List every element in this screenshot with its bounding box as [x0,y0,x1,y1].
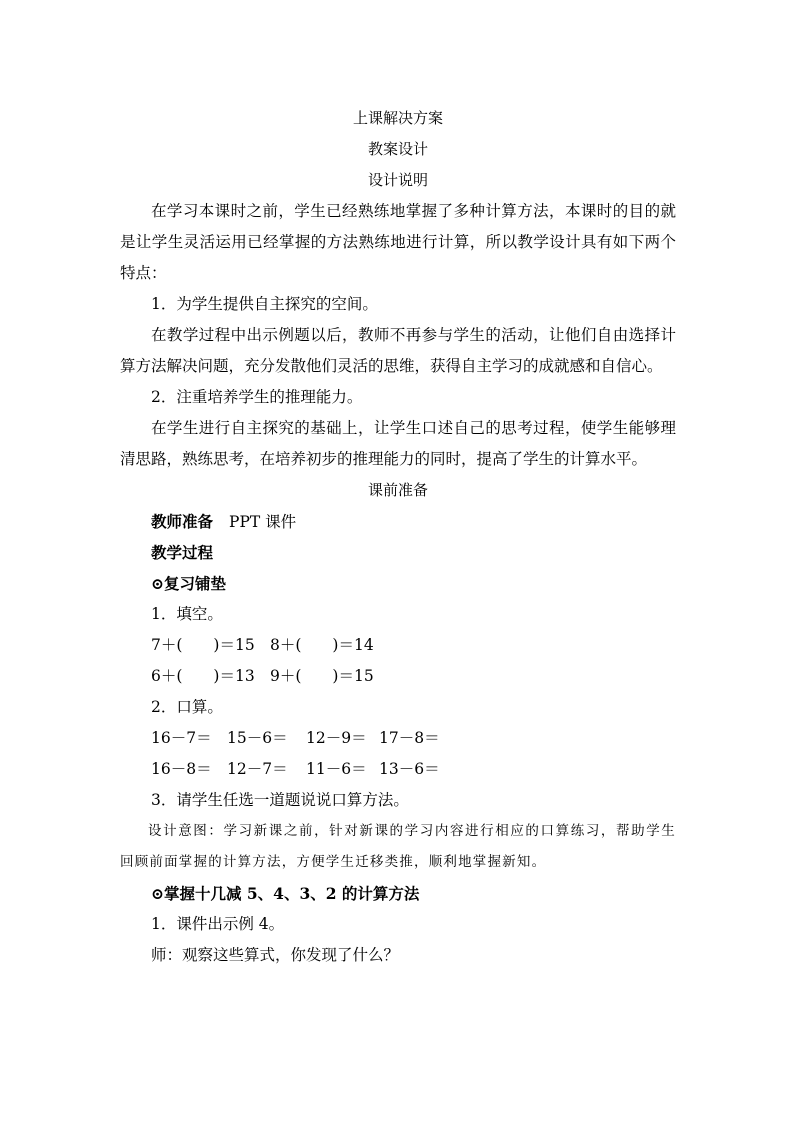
oral-expression: 16－7＝ [151,729,212,747]
teacher-question: 师：观察这些算式，你发现了什么？ [151,946,400,964]
point1-title: 1．为学生提供自主探究的空间。 [151,295,378,313]
fill-equation: 6＋( )＝13 [151,667,255,685]
oral-expression: 12－9＝ [306,729,367,747]
point2-title: 2．注重培养学生的推理能力。 [151,388,363,406]
oral-expression: 15－6＝ [227,729,288,747]
master-heading: ⊙掌握十几减 5、4、3、2 的计算方法 [151,884,420,903]
oral-expression: 16－8＝ [151,760,212,778]
document-subtitle: 教案设计 [367,140,428,158]
oral-expression: 17－8＝ [379,729,440,747]
fill-row [120,630,676,661]
design-intent-note: 设计意图：学习新课之前，针对新课的学习内容进行相应的口算练习，帮助学生回顾前面掌握的计算方法，方便学生迁移类推，顺利地掌握新知。 [120,823,676,870]
process-heading: 教学过程 [151,543,214,562]
prep-teacher-line [120,506,676,537]
fill-row [120,661,676,692]
task1-title: 1．填空。 [151,605,223,623]
lesson-plan-page [120,103,676,971]
design-heading: 设计说明 [367,171,428,189]
fill-equation: 9＋( )＝15 [270,667,374,685]
point1-body: 在教学过程中出示例题以后，教师不再参与学生的活动，让他们自由选择计算方法解决问题，充分发散他们灵活的思维，获得自主学习的成就感和自信心。 [120,326,676,375]
prep-teacher-label: 教师准备 [151,512,214,531]
oral-row [120,723,676,754]
oral-expression: 12－7＝ [227,760,288,778]
review-heading: ⊙复习铺垫 [151,574,226,593]
oral-row [120,754,676,785]
design-intro-paragraph: 在学习本课时之前，学生已经熟练地掌握了多种计算方法，本课时的目的就是让学生灵活运用已经掌握的方法熟练地进行计算，所以教学设计具有如下两个特点： [120,202,676,282]
fill-equation: 8＋( )＝14 [270,636,374,654]
document-title: 上课解决方案 [352,109,443,127]
task3-title: 3．请学生任选一道题说说口算方法。 [151,791,409,809]
prep-heading: 课前准备 [367,481,428,499]
task2-title: 2．口算。 [151,698,223,716]
fill-equation: 7＋( )＝15 [151,636,255,654]
oral-expression: 11－6＝ [306,760,367,778]
prep-teacher-value: PPT 课件 [229,513,297,531]
point2-body: 在学生进行自主探究的基础上，让学生口述自己的思考过程，使学生能够理清思路，熟练思考，在培养初步的推理能力的同时，提高了学生的计算水平。 [120,419,676,468]
oral-expression: 13－6＝ [379,760,440,778]
master-step1: 1．课件出示例 4。 [151,915,285,933]
